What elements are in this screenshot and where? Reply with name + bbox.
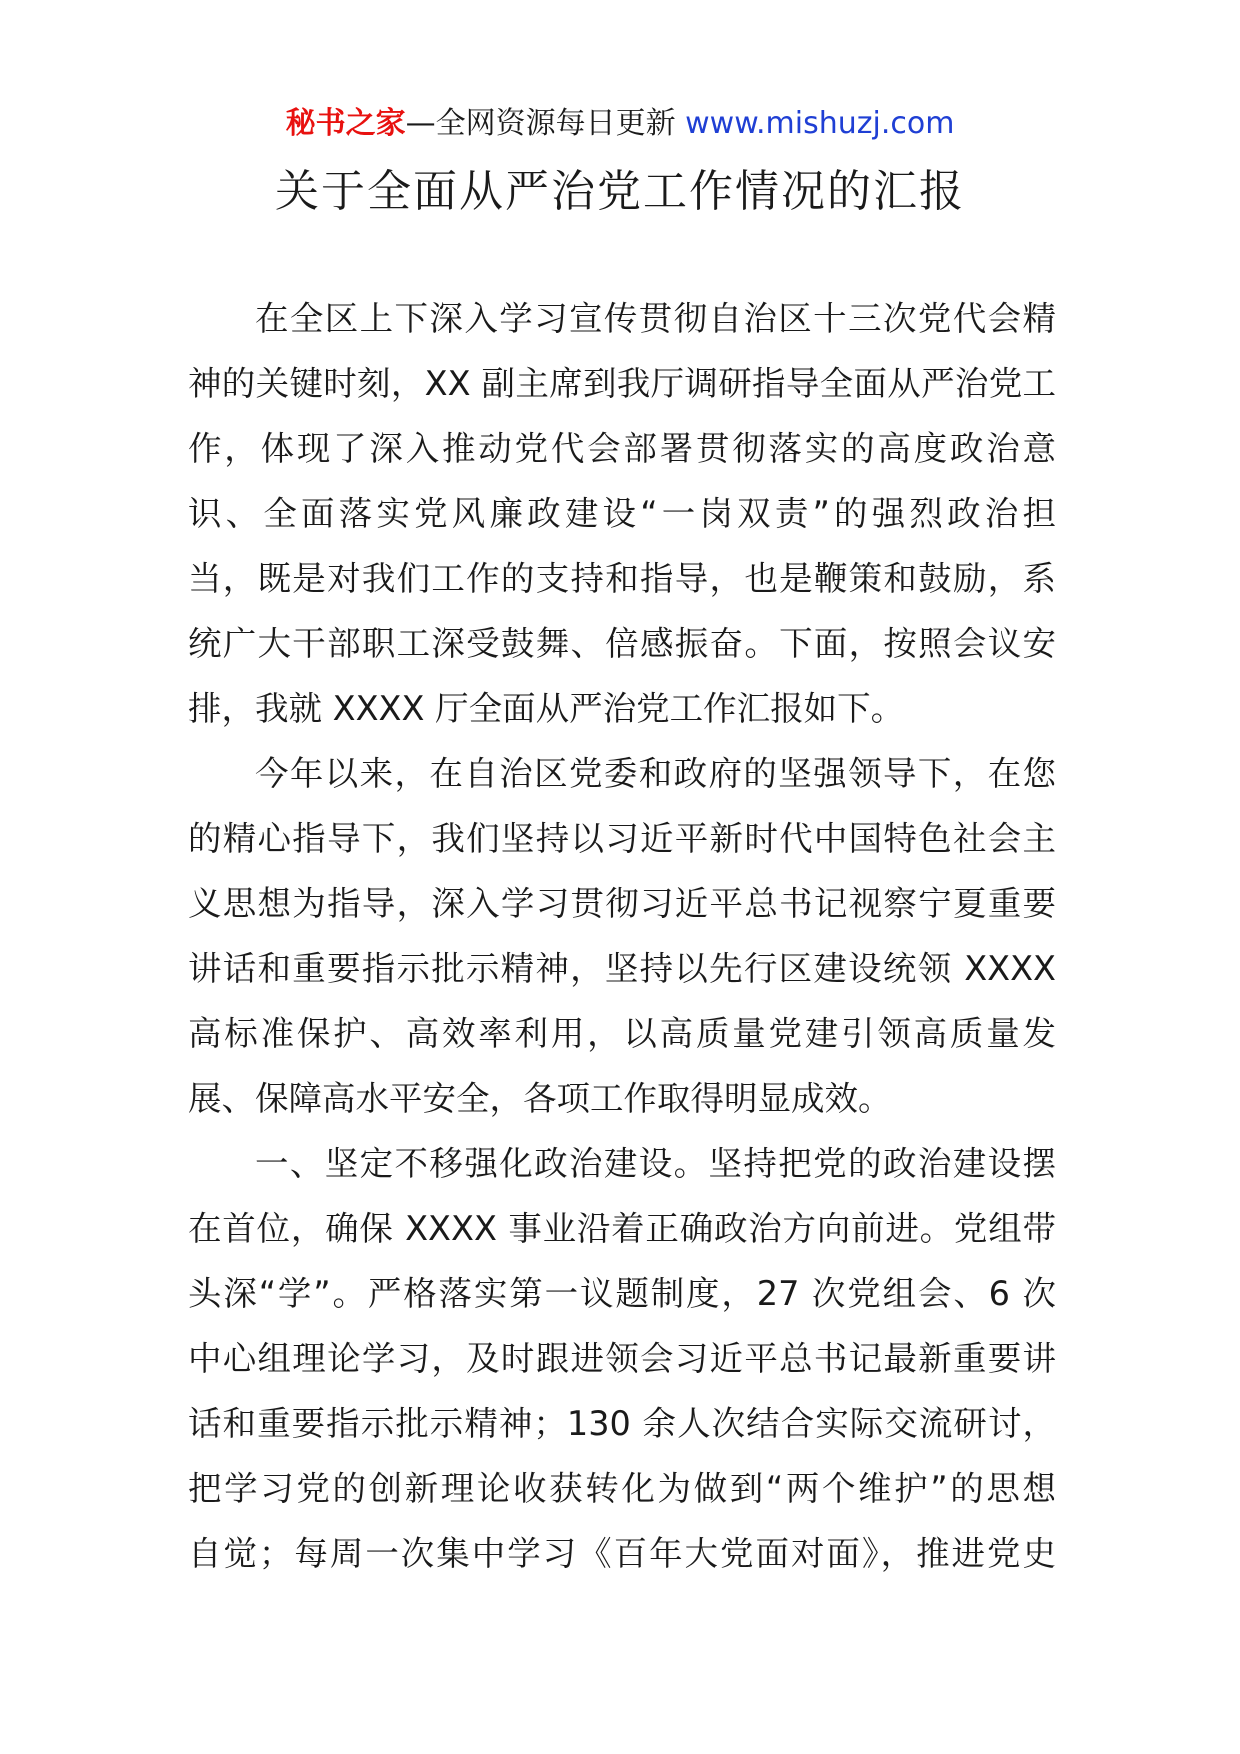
- paragraph-1-line-5: 当，既是对我们工作的支持和指导，也是鞭策和鼓励，系: [188, 559, 1056, 598]
- paragraph-1-line-1: 在全区上下深入学习宣传贯彻自治区十三次党代会精: [255, 299, 1056, 338]
- paragraph-3-line-2: 在首位，确保 XXXX 事业沿着正确政治方向前进。党组带: [188, 1209, 1056, 1248]
- paragraph-2-line-4: 讲话和重要指示批示精神，坚持以先行区建设统领 XXXX: [188, 949, 1056, 988]
- site-url-link[interactable]: www.mishuzj.com: [685, 106, 955, 141]
- document-title: 关于全面从严治党工作情况的汇报: [275, 166, 965, 217]
- paragraph-1-line-7: 排，我就 XXXX 厅全面从严治党工作汇报如下。: [188, 689, 905, 728]
- paragraph-1-line-3: 作，体现了深入推动党代会部署贯彻落实的高度政治意: [188, 429, 1056, 468]
- document-body: [188, 286, 1056, 1586]
- paragraph-3-line-1: 一、坚定不移强化政治建设。坚持把党的政治建设摆: [255, 1144, 1056, 1183]
- paragraph-3-line-5: 话和重要指示批示精神；130 余人次结合实际交流研讨，: [188, 1404, 1056, 1443]
- paragraph-2-line-5: 高标准保护、高效率利用，以高质量党建引领高质量发: [188, 1014, 1056, 1053]
- paragraph-2-line-1: 今年以来，在自治区党委和政府的坚强领导下，在您: [255, 754, 1056, 793]
- paragraph-3-line-7: 自觉；每周一次集中学习《百年大党面对面》，推进党史: [188, 1534, 1056, 1573]
- paragraph-3-line-4: 中心组理论学习，及时跟进领会习近平总书记最新重要讲: [188, 1339, 1056, 1378]
- paragraph-2-line-6: 展、保障高水平安全，各项工作取得明显成效。: [188, 1079, 892, 1118]
- paragraph-2-line-3: 义思想为指导，深入学习贯彻习近平总书记视察宁夏重要: [188, 884, 1056, 923]
- paragraph-3-line-3: 头深“学”。严格落实第一议题制度，27 次党组会、6 次: [188, 1274, 1056, 1313]
- paragraph-2-line-2: 的精心指导下，我们坚持以习近平新时代中国特色社会主: [188, 819, 1056, 858]
- paragraph-1-line-2: 神的关键时刻，XX 副主席到我厅调研指导全面从严治党工: [188, 364, 1056, 403]
- header-tagline: —全网资源每日更新: [405, 106, 686, 141]
- paragraph-3-line-6: 把学习党的创新理论收获转化为做到“两个维护”的思想: [188, 1469, 1056, 1508]
- paragraph-1-line-4: 识、全面落实党风廉政建设“一岗双责”的强烈政治担: [188, 494, 1056, 533]
- brand-name: 秘书之家: [285, 106, 406, 141]
- site-header: [0, 104, 1240, 144]
- paragraph-1-line-6: 统广大干部职工深受鼓舞、倍感振奋。下面，按照会议安: [188, 624, 1056, 663]
